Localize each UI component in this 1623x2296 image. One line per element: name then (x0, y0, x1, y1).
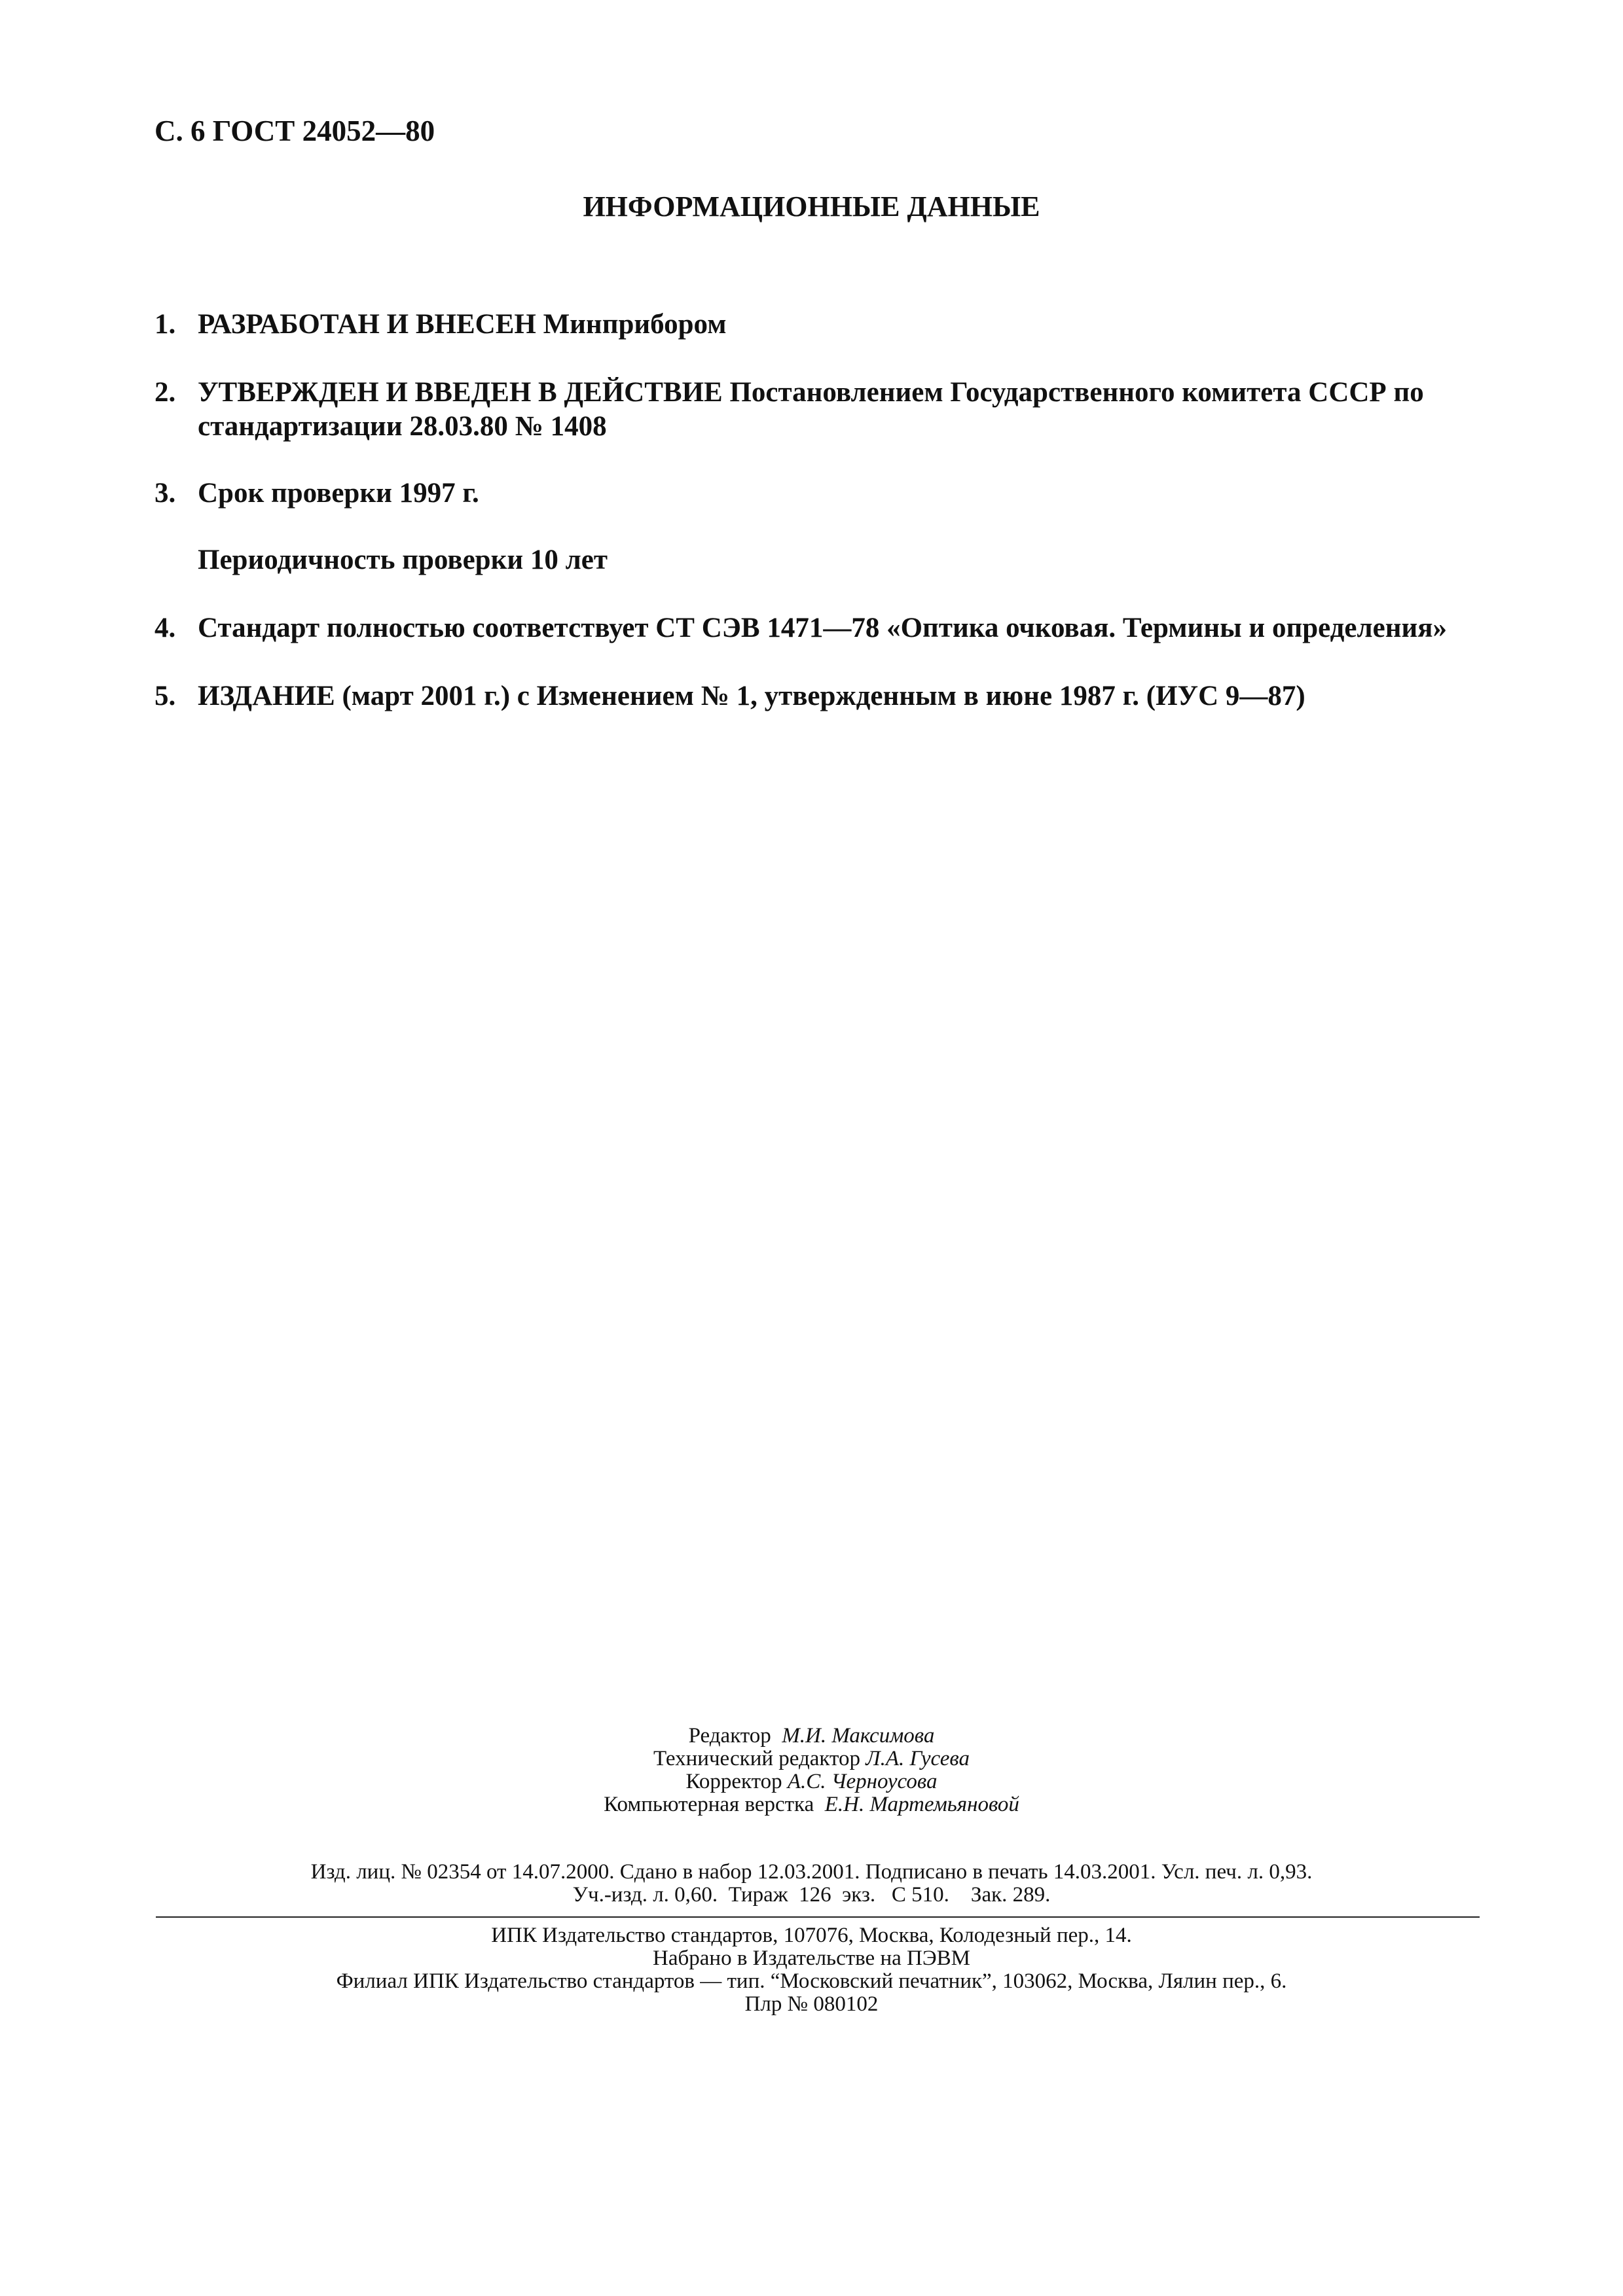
editor-label: Редактор (688, 1724, 771, 1748)
layout-label: Компьютерная верстка (604, 1793, 814, 1816)
info-item-1 (155, 308, 1477, 342)
item-number: 1. (155, 309, 176, 340)
publisher-line: Плр № 080102 (744, 1992, 879, 2016)
page-header: С. 6 ГОСТ 24052—80 (155, 115, 435, 147)
corrector-row (0, 1770, 1623, 1793)
divider-line (156, 1916, 1480, 1918)
imprint-credits (0, 1725, 1623, 1816)
publication-info-line: Изд. лиц. № 02354 от 14.07.2000. Сдано в набор 12.03.2001. Подписано в печать 14.03.2001. Усл. печ. л. 0,93. (310, 1860, 1313, 1884)
layout-row (0, 1793, 1623, 1816)
publisher-line: Набрано в Издательстве на ПЭВМ (653, 1946, 970, 1970)
tech-editor-name: Л.А. Гусева (866, 1747, 970, 1770)
editor-name: М.И. Максимова (782, 1724, 935, 1748)
item-number: 2. (155, 377, 176, 408)
publication-info-line: Уч.-изд. л. 0,60. Тираж 126 экз. С 510. Зак. 289. (572, 1883, 1051, 1907)
item-number: 3. (155, 478, 176, 509)
item-text: Периодичность проверки 10 лет (198, 545, 608, 575)
item-text: ИЗДАНИЕ (март 2001 г.) с Изменением № 1, утвержденным в июне 1987 г. (ИУС 9—87) (198, 681, 1305, 711)
info-item-3-periodicity (155, 543, 1477, 577)
info-item-2 (155, 376, 1477, 444)
publisher-line: ИПК Издательство стандартов, 107076, Москва, Колодезный пер., 14. (491, 1924, 1132, 1947)
item-text: Срок проверки 1997 г. (198, 478, 479, 509)
tech-editor-row (0, 1748, 1623, 1770)
item-number: 5. (155, 681, 176, 711)
section-title: ИНФОРМАЦИОННЫЕ ДАННЫЕ (583, 190, 1040, 223)
layout-name: Е.Н. Мартемьяновой (824, 1793, 1019, 1816)
item-text: УТВЕРЖДЕН И ВВЕДЕН В ДЕЙСТВИЕ Постановлением Государственного комитета СССР по (198, 377, 1424, 408)
publisher-info (0, 1924, 1623, 2016)
info-item-3 (155, 476, 1477, 511)
publication-info (0, 1861, 1623, 1907)
info-item-4 (155, 611, 1477, 645)
publisher-line: Филиал ИПК Издательство стандартов — тип. “Московский печатник”, 103062, Москва, Лялин пер., 6. (336, 1969, 1287, 1993)
tech-editor-label: Технический редактор (653, 1747, 860, 1770)
item-number: 4. (155, 613, 176, 643)
editor-row (0, 1725, 1623, 1748)
item-text-continued: стандартизации 28.03.80 № 1408 (198, 411, 607, 442)
info-item-5 (155, 679, 1477, 713)
item-text: РАЗРАБОТАН И ВНЕСЕН Минприбором (198, 309, 727, 340)
item-text: Стандарт полностью соответствует СТ СЭВ 1471—78 «Оптика очковая. Термины и определения» (198, 613, 1448, 643)
corrector-label: Корректор (685, 1770, 782, 1793)
corrector-name: А.С. Черноусова (787, 1770, 938, 1793)
